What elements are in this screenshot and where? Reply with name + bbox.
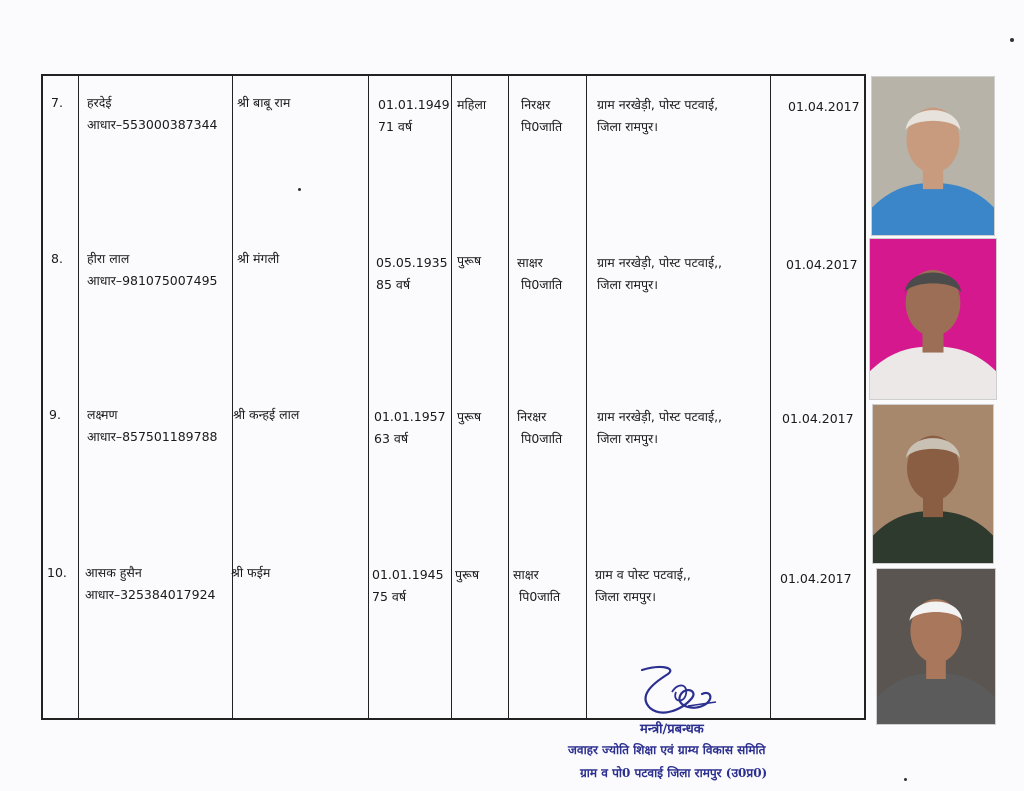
entry-date: 01.04.2017 — [780, 571, 852, 586]
age: 75 वर्ष — [372, 589, 407, 604]
aadhaar-number: आधार–553000387344 — [87, 117, 218, 132]
aadhaar-number: आधार–981075007495 — [87, 273, 218, 288]
organization-address: ग्राम व पो0 पटवाई जिला रामपुर (उ0प्र0) — [580, 766, 768, 780]
entry-date: 01.04.2017 — [786, 257, 858, 272]
person-photo — [869, 238, 997, 400]
person-name: हरदेई — [87, 95, 112, 110]
caste-category: पि0जाति — [521, 277, 563, 292]
date-of-birth: 01.01.1949 — [378, 97, 450, 112]
literacy: निरक्षर — [521, 97, 551, 112]
address-line-2: जिला रामपुर। — [597, 277, 658, 292]
date-of-birth: 01.01.1945 — [372, 567, 444, 582]
gender: पुरूष — [457, 409, 482, 424]
table-row — [41, 92, 866, 250]
date-of-birth: 05.05.1935 — [376, 255, 448, 270]
portrait-drawing — [872, 77, 994, 235]
address-line-1: ग्राम नरखेड़ी, पोस्ट पटवाई,, — [597, 255, 723, 270]
age: 63 वर्ष — [374, 431, 409, 446]
literacy: साक्षर — [517, 255, 543, 270]
gender: महिला — [457, 97, 487, 112]
aadhaar-number: आधार–857501189788 — [87, 429, 218, 444]
entry-date: 01.04.2017 — [788, 99, 860, 114]
person-photo — [871, 76, 995, 236]
father-name: श्री फईम — [231, 565, 271, 580]
date-of-birth: 01.01.1957 — [374, 409, 446, 424]
aadhaar-number: आधार–325384017924 — [85, 587, 216, 602]
serial-number: 8. — [51, 251, 63, 266]
gender: पुरूष — [457, 253, 482, 268]
person-name: लक्ष्मण — [87, 407, 118, 422]
address-line-1: ग्राम व पोस्ट पटवाई,, — [595, 567, 691, 582]
portrait-drawing — [873, 405, 993, 563]
organization-name: जवाहर ज्योति शिक्षा एवं ग्राम्य विकास समिति — [568, 743, 766, 757]
table-row — [41, 248, 866, 406]
literacy: साक्षर — [513, 567, 539, 582]
address-line-2: जिला रामपुर। — [595, 589, 656, 604]
signatory-title: मन्त्री/प्रबन्धक — [640, 722, 704, 737]
address-line-2: जिला रामपुर। — [597, 431, 658, 446]
entry-date: 01.04.2017 — [782, 411, 854, 426]
father-name: श्री कन्हई लाल — [233, 407, 300, 422]
scan-speck — [1010, 38, 1014, 42]
person-name: हीरा लाल — [87, 251, 130, 266]
signature-mark — [632, 662, 724, 726]
father-name: श्री मंगली — [237, 251, 280, 266]
gender: पुरूष — [455, 567, 480, 582]
serial-number: 9. — [49, 407, 61, 422]
caste-category: पि0जाति — [521, 431, 563, 446]
portrait-drawing — [870, 239, 996, 399]
person-name: आसक हुसैन — [85, 565, 142, 580]
address-line-1: ग्राम नरखेड़ी, पोस्ट पटवाई, — [597, 97, 719, 112]
caste-category: पि0जाति — [519, 589, 561, 604]
table-row — [41, 404, 866, 562]
address-line-1: ग्राम नरखेड़ी, पोस्ट पटवाई,, — [597, 409, 723, 424]
table-row — [41, 562, 866, 720]
scan-speck — [904, 778, 907, 781]
age: 71 वर्ष — [378, 119, 413, 134]
address-line-2: जिला रामपुर। — [597, 119, 658, 134]
caste-category: पि0जाति — [521, 119, 563, 134]
scan-speck — [298, 188, 301, 191]
person-photo — [872, 404, 994, 564]
serial-number: 10. — [47, 565, 67, 580]
person-photo — [876, 568, 996, 725]
portrait-drawing — [877, 569, 995, 724]
serial-number: 7. — [51, 95, 63, 110]
age: 85 वर्ष — [376, 277, 411, 292]
father-name: श्री बाबू राम — [237, 95, 291, 110]
literacy: निरक्षर — [517, 409, 547, 424]
